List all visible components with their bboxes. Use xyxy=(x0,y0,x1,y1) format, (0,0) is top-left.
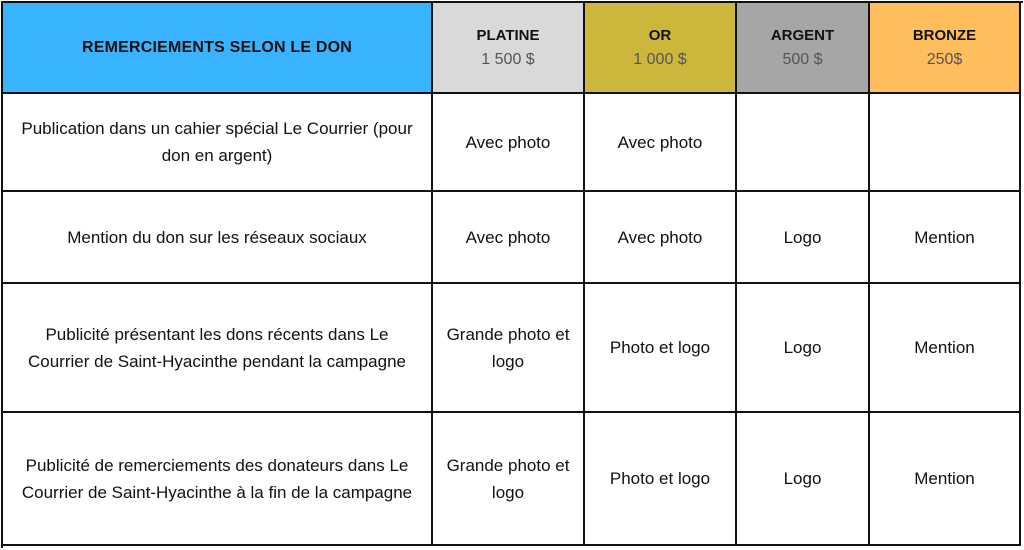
value-cell-argent: Logo xyxy=(737,413,870,546)
value-cell-argent: Logo xyxy=(737,284,870,413)
value-cell-bronze: Mention xyxy=(870,192,1021,284)
value-cell-argent xyxy=(737,94,870,192)
value-cell-or: Photo et logo xyxy=(585,284,737,413)
tier-name: OR xyxy=(648,26,672,44)
tier-name: BRONZE xyxy=(912,26,977,44)
value-cell-bronze: Mention xyxy=(870,413,1021,546)
tier-price: 1 500 $ xyxy=(481,50,535,68)
value-cell-argent: Logo xyxy=(737,192,870,284)
feature-cell: Publicité présentant les dons récents dans Le Courrier de Saint-Hyacinthe pendant la campagne xyxy=(3,284,433,413)
tier-price: 250$ xyxy=(926,50,963,68)
value-cell-bronze xyxy=(870,94,1021,192)
tier-price: 1 000 $ xyxy=(633,50,687,68)
tier-price: 500 $ xyxy=(782,50,823,68)
value-cell-or: Photo et logo xyxy=(585,413,737,546)
tier-header-argent xyxy=(737,3,870,94)
feature-cell: Publication dans un cahier spécial Le Courrier (pour don en argent) xyxy=(3,94,433,192)
value-cell-platine: Grande photo et logo xyxy=(433,284,585,413)
value-cell-platine: Avec photo xyxy=(433,192,585,284)
value-cell-or: Avec photo xyxy=(585,94,737,192)
value-cell-bronze: Mention xyxy=(870,284,1021,413)
feature-cell: Publicité de remerciements des donateurs dans Le Courrier de Saint-Hyacinthe à la fin de la campagne xyxy=(3,413,433,546)
value-cell-platine: Avec photo xyxy=(433,94,585,192)
value-cell-or: Avec photo xyxy=(585,192,737,284)
tier-name: PLATINE xyxy=(476,26,540,44)
feature-cell: Mention du don sur les réseaux sociaux xyxy=(3,192,433,284)
tier-header-platine xyxy=(433,3,585,94)
table-title: REMERCIEMENTS SELON LE DON xyxy=(3,3,433,94)
tier-header-bronze xyxy=(870,3,1021,94)
value-cell-platine: Grande photo et logo xyxy=(433,413,585,546)
tier-name: ARGENT xyxy=(770,26,835,44)
donation-recognition-table xyxy=(1,1,1023,548)
tier-header-or xyxy=(585,3,737,94)
